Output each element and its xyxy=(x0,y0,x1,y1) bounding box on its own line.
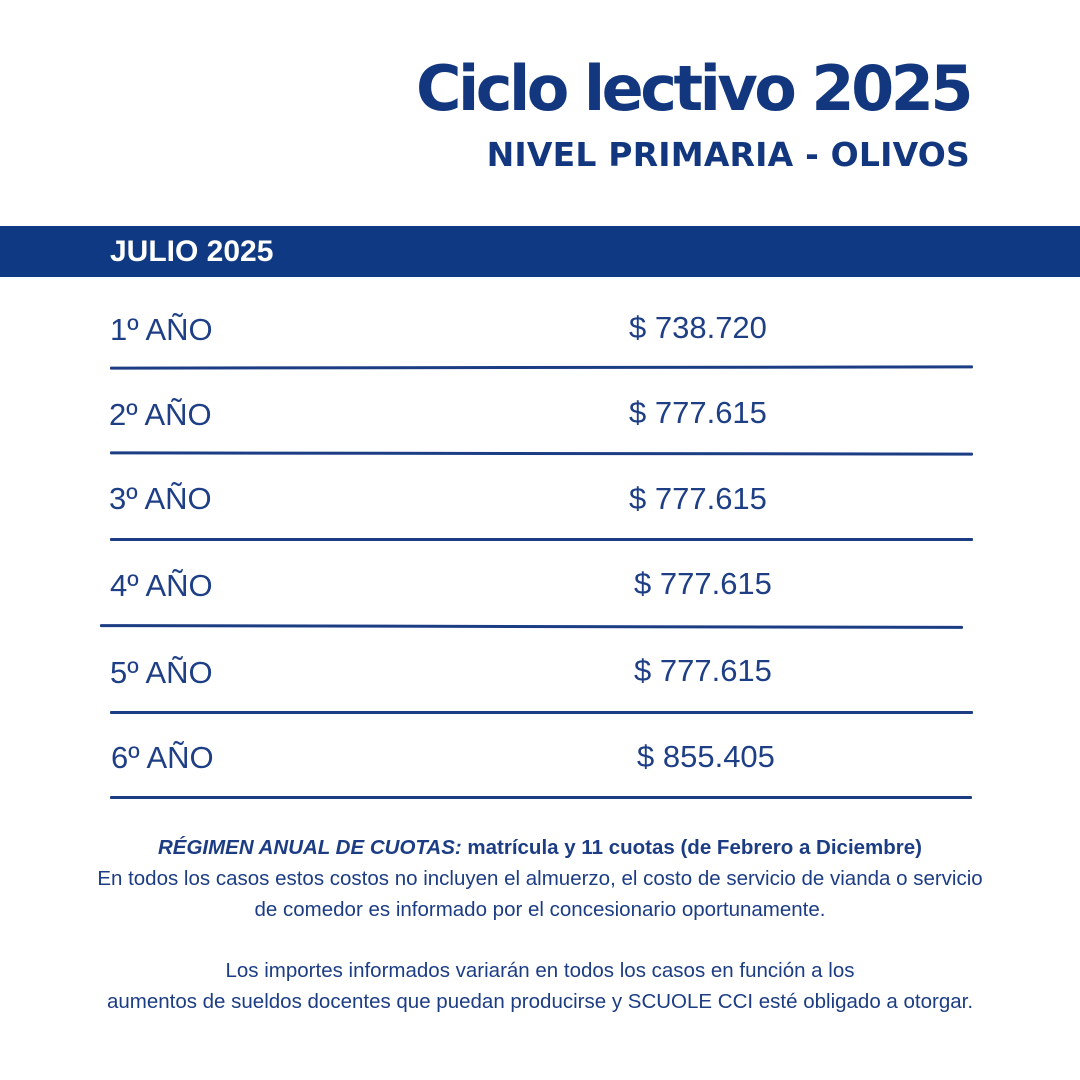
row-divider xyxy=(110,711,973,714)
month-banner xyxy=(0,226,1080,277)
lunch-note-line-2: de comedor es informado por el concesionario oportunamente. xyxy=(254,898,826,921)
page-subtitle: NIVEL PRIMARIA - OLIVOS xyxy=(486,135,970,174)
grade-label: 3º AÑO xyxy=(109,481,212,516)
fee-amount: $ 855.405 xyxy=(637,739,775,774)
fee-notes xyxy=(40,832,1040,1017)
grade-label: 2º AÑO xyxy=(109,397,212,432)
row-divider xyxy=(110,538,973,541)
month-label: JULIO 2025 xyxy=(110,235,274,268)
page-title: Ciclo lectivo 2025 xyxy=(415,52,970,125)
fee-amount: $ 777.615 xyxy=(629,481,767,516)
row-divider xyxy=(110,451,973,455)
regime-title: RÉGIMEN ANUAL DE CUOTAS: xyxy=(157,836,462,859)
fee-amount: $ 777.615 xyxy=(634,653,772,688)
variation-note-line-2: aumentos de sueldos docentes que puedan producirse y SCUOLE CCI esté obligado a otorgar. xyxy=(106,990,974,1013)
row-divider xyxy=(110,365,973,369)
fee-amount: $ 777.615 xyxy=(634,566,772,601)
fee-amount: $ 777.615 xyxy=(629,395,767,430)
spacer xyxy=(40,925,1040,955)
grade-label: 5º AÑO xyxy=(110,655,213,690)
lunch-note-line-1: En todos los casos estos costos no incluyen el almuerzo, el costo de servicio de vianda o servicio xyxy=(97,867,983,890)
row-divider xyxy=(100,624,963,629)
variation-note-line-1: Los importes informados variarán en todos los casos en función a los xyxy=(225,959,855,982)
regime-note xyxy=(40,832,1040,863)
fee-amount: $ 738.720 xyxy=(629,310,767,345)
row-divider xyxy=(110,796,972,799)
grade-label: 6º AÑO xyxy=(111,740,214,775)
regime-text: matrícula y 11 cuotas (de Febrero a Diciembre) xyxy=(461,836,922,859)
grade-label: 4º AÑO xyxy=(110,568,213,603)
grade-label: 1º AÑO xyxy=(110,312,213,347)
